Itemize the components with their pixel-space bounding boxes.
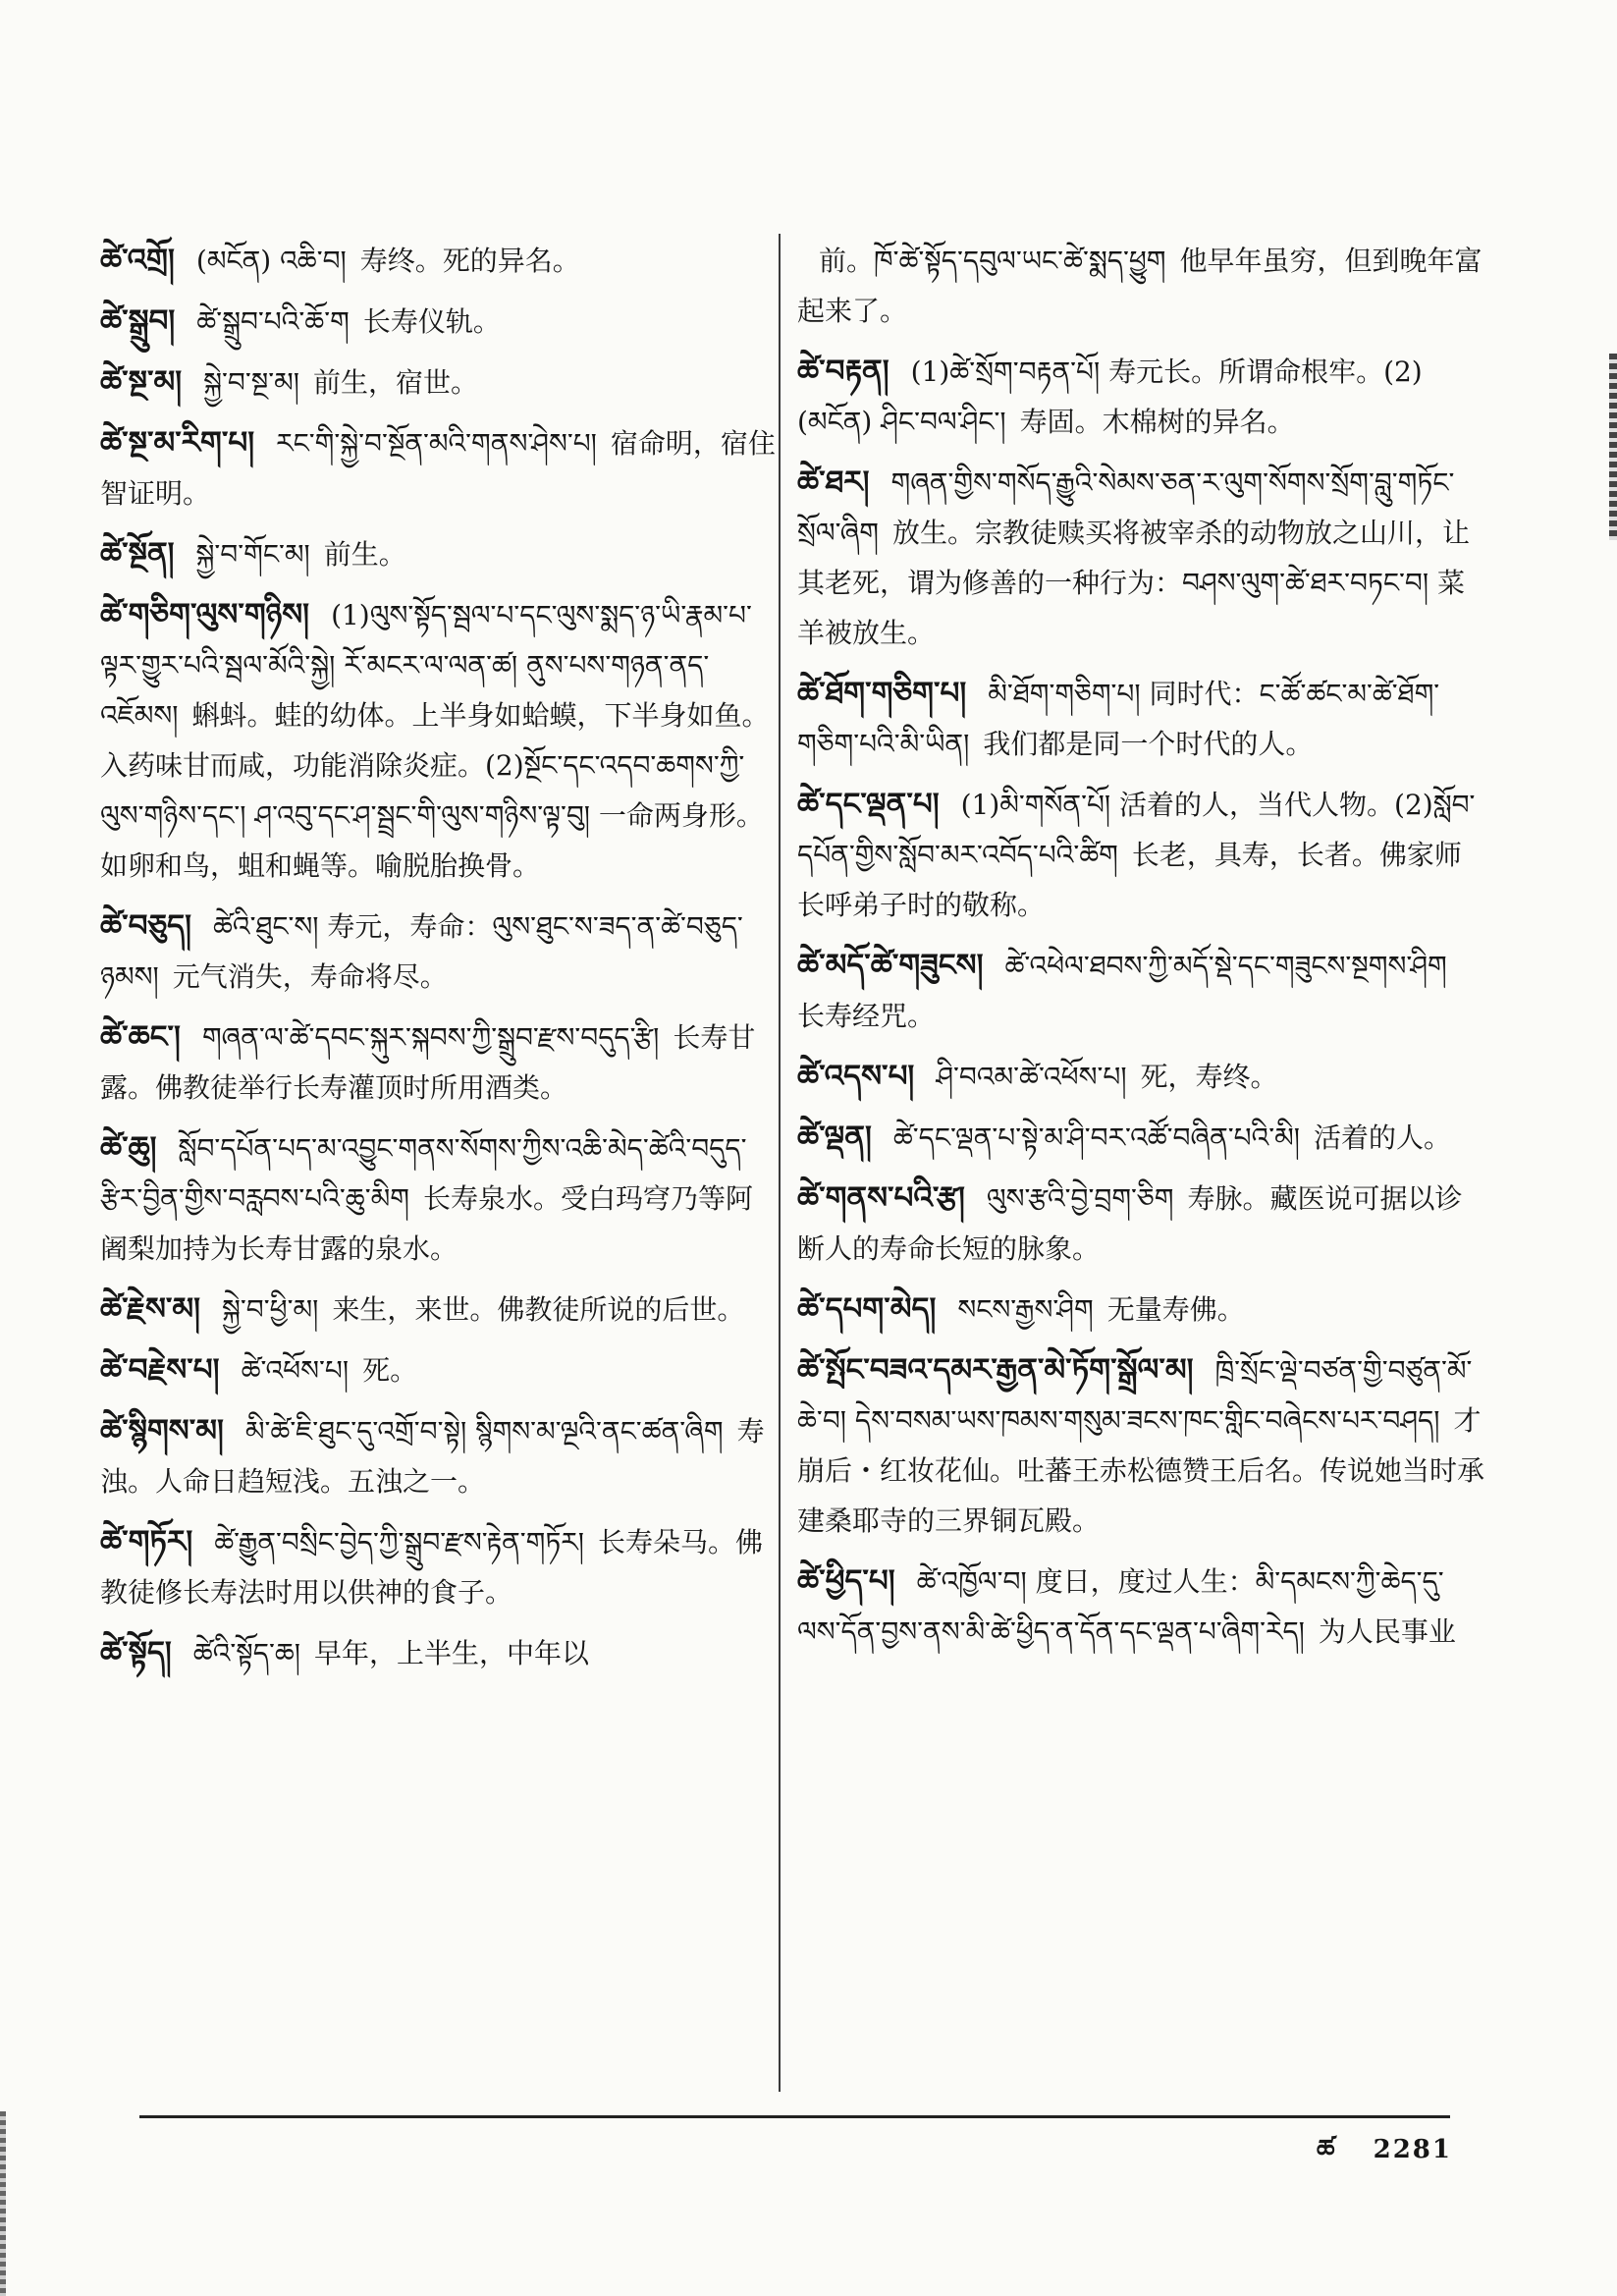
headword: ཚེ་ཐར། — [797, 465, 870, 500]
dictionary-entry — [100, 418, 778, 519]
headword: ཚེ་ལྡན། — [797, 1120, 872, 1155]
headword: ཚེ་གཏོར། — [100, 1524, 193, 1559]
chinese-definition: 寿浊。人命日趋短浅。五浊之一。 — [100, 1415, 765, 1498]
chinese-definition: 无量寿佛。 — [1106, 1293, 1245, 1326]
headword: ཚེ་མདོ་ཚེ་གཟུངས། — [797, 948, 984, 983]
tibetan-gloss: སྐྱེ་བ་གོང་མ། — [195, 538, 310, 571]
dictionary-entry — [797, 1285, 1484, 1335]
tibetan-gloss: སྐྱེ་བ་ཕྱི་མ། — [222, 1293, 319, 1326]
headword: ཚེ་གནས་པའི་རྩ། — [797, 1180, 965, 1216]
chinese-definition: 我们都是同一个时代的人。 — [983, 728, 1314, 760]
tibetan-gloss: (1)མི་གསོན་པོ། 活着的人，当代人物。(2)སློབ་དཔོན་གྱིས་སློབ་མར་འབོད་པའི་ཚིག — [797, 789, 1476, 871]
chinese-definition: 前生。 — [323, 538, 406, 571]
left-column — [100, 236, 778, 1689]
tibetan-gloss: སྐྱེ་བ་སྔ་མ། — [203, 366, 299, 399]
dictionary-entry — [100, 590, 778, 891]
dictionary-entry — [797, 1113, 1484, 1163]
right-column — [797, 236, 1484, 1667]
headword: ཚེ་དང་ལྡན་པ། — [797, 787, 940, 822]
tibetan-gloss: གཞན་གྱིས་གསོད་རྒྱུའི་སེམས་ཅན་ར་ལུག་སོགས་སྲོག་བླུ་གཏོང་སྲོལ་ཞིག — [797, 466, 1455, 549]
chinese-definition: 蝌蚪。蛙的幼体。上半身如蛤蟆，下半身如鱼。入药味甘而咸，功能消除炎症。(2)སྔོང་དང་འདབ་ཆགས་ཀྱི་ལུས་གཉིས་དང་། ཤ་འབུ་དང་ཤ་སྦྲང་གི་ལུས་གཉིས་ལྟ་བུ། 一命两身形。如卵和鸟，蛆和蝇等。喻脱胎换骨。 — [100, 699, 770, 882]
chinese-definition: 长寿泉水。受白玛穹乃等阿阇梨加持为长寿甘露的泉水。 — [100, 1182, 753, 1265]
dictionary-entry — [100, 297, 778, 347]
chinese-definition: 长寿经咒。 — [797, 1000, 936, 1032]
tibetan-gloss: ཚེའི་ཐུང་ས། 寿元，寿命：ལུས་ཐུང་ས་ཟད་ན་ཚེ་བཅུད་ཉམས། — [100, 910, 743, 993]
tibetan-gloss: གཞན་ལ་ཚེ་དབང་སྐུར་སྐབས་ཀྱི་སྒྲུབ་རྫས་བདུད་རྩི། — [201, 1021, 660, 1054]
chinese-definition: 早年，上半生，中年以 — [314, 1637, 590, 1669]
chinese-definition: 寿固。木棉树的异名。 — [1019, 406, 1295, 438]
chinese-definition: 他早年虽穷，但到晚年富起来了。 — [797, 245, 1482, 327]
headword: ཚེ་སྙིགས་མ། — [100, 1413, 224, 1449]
bottom-rule — [139, 2115, 1450, 2118]
tibetan-gloss: ཚེ་འཕེལ་ཐབས་ཀྱི་མདོ་སྡེ་དང་གཟུངས་སྔགས་ཤིག — [1004, 950, 1447, 982]
scan-edge-mark — [1609, 354, 1617, 540]
dictionary-entry — [797, 1174, 1484, 1274]
chinese-definition: 长寿仪轨。 — [362, 305, 501, 338]
tibetan-gloss: སངས་རྒྱས་ཤིག — [957, 1293, 1094, 1326]
headword: ཚེ་ཐོག་གཅིག་པ། — [797, 676, 967, 711]
dictionary-entry — [100, 1406, 778, 1506]
tibetan-gloss: ཚེ་རྒྱུན་བསྲིང་བྱེད་ཀྱི་སྒྲུབ་རྫས་རྟེན་གཏོར། — [214, 1526, 584, 1558]
headword: ཚེ་ཆུ། — [100, 1130, 157, 1166]
chinese-definition: 活着的人。 — [1313, 1121, 1451, 1154]
dictionary-entry — [797, 458, 1484, 658]
dictionary-entry — [100, 1012, 778, 1113]
tibetan-gloss: ཚེ་འཁྱོལ་བ། 度日，度过人生：མི་དམངས་ཀྱི་ཆེད་དུ་ལས་དོན་བྱས་ནས་མི་ཚེ་ཕྱིད་ན་དོན་དང་ལྡན་པ་ཞིག་རེད། — [797, 1565, 1444, 1648]
chinese-definition: 放生。宗教徒赎买将被宰杀的动物放之山川，让其老死，谓为修善的一种行为：བཤས་ལུག་ཚེ་ཐར་བཏང་བ། 菜羊被放生。 — [797, 517, 1471, 649]
dictionary-entry — [797, 1052, 1484, 1102]
dictionary-entry — [100, 236, 778, 286]
headword: ཚེ་རྗེས་མ། — [100, 1291, 201, 1327]
dictionary-entry — [100, 1517, 778, 1617]
headword: ཚེ་ཕྱིད་པ། — [797, 1563, 895, 1599]
headword: ཚེ་བརྗེས་པ། — [100, 1352, 220, 1388]
dictionary-entry — [100, 1628, 778, 1678]
chinese-definition: 长寿朵马。佛教徒修长寿法时用以供神的食子。 — [100, 1526, 763, 1609]
tibetan-gloss: མི་ཚེ་ཇི་ཐུང་དུ་འགྲོ་བ་སྟེ། སྙིགས་མ་ལྔའི་ནང་ཚན་ཞིག — [244, 1415, 724, 1448]
headword: ཚེ་བརྟན། — [797, 354, 889, 389]
headword: ཚེ་དཔག་མེད། — [797, 1291, 937, 1327]
dictionary-entry — [797, 236, 1484, 336]
chinese-definition: 长老，具寿，长者。佛家师长呼弟子时的敬称。 — [797, 839, 1462, 921]
dictionary-entry — [797, 347, 1484, 447]
dictionary-entry — [797, 669, 1484, 769]
tibetan-gloss: (མངོན) འཆི་བ། — [195, 245, 347, 277]
tibetan-gloss: 前。ཁོ་ཚེ་སྟོད་དབུལ་ཡང་ཚེ་སྨད་ཕྱུག — [819, 245, 1166, 277]
headword: ཚེ་འདས་པ། — [797, 1059, 915, 1094]
dictionary-entry — [797, 780, 1484, 930]
section-letter: ཚ — [1317, 2135, 1337, 2164]
chinese-definition: 才崩后・红妆花仙。吐蕃王赤松德赞王后名。传说她当时承建桑耶寺的三界铜瓦殿。 — [797, 1404, 1485, 1537]
tibetan-gloss: ལུས་རྩའི་བྱེ་བྲག་ཅིག — [986, 1182, 1174, 1215]
tibetan-gloss: ཚེ་སྒྲུབ་པའི་ཆོ་ག — [196, 305, 350, 338]
headword: ཚེ་གཅིག་ལུས་གཉིས། — [100, 597, 310, 632]
scan-edge-mark-bottom — [0, 2111, 6, 2296]
tibetan-gloss: (1)ལུས་སྟོད་སྦལ་པ་དང་ལུས་སྨད་ཉ་ཡི་རྣམ་པ་ལྟར་གྱུར་པའི་སྦལ་མོའི་སྐྱེ། རོ་མངར་ལ་ལན་ཚ། ནུས་པས་གཉན་ནད་འཇོམས། — [100, 599, 752, 732]
chinese-definition: 寿脉。藏医说可据以诊断人的寿命长短的脉象。 — [797, 1182, 1463, 1265]
headword: ཚེ་སྒྲུབ། — [100, 303, 176, 339]
headword: ཚེ་བཅུད། — [100, 908, 191, 944]
dictionary-entry — [100, 1345, 778, 1395]
headword: ཚེ་སྔ་མ་རིག་པ། — [100, 425, 255, 461]
chinese-definition: 长寿甘露。佛教徒举行长寿灌顶时所用酒类。 — [100, 1021, 756, 1104]
tibetan-gloss: སློབ་དཔོན་པད་མ་འབྱུང་གནས་སོགས་ཀྱིས་འཆི་མེད་ཚེའི་བདུད་རྩིར་བྱིན་གྱིས་བརླབས་པའི་ཆུ་མིག — [100, 1132, 747, 1215]
dictionary-entry — [100, 1123, 778, 1274]
page-number: 2281 — [1373, 2135, 1452, 2164]
chinese-definition: 为人民事业 — [1318, 1615, 1456, 1648]
tibetan-gloss: (1)ཚེ་སྲོག་བརྟན་པོ། 寿元长。所谓命根牢。(2)(མངོན) ཤིང་བལ་ཤིང་། — [797, 355, 1423, 438]
chinese-definition: 死。 — [362, 1354, 418, 1387]
chinese-definition: 元气消失，寿命将尽。 — [172, 960, 448, 993]
chinese-definition: 来生，来世。佛教徒所说的后世。 — [332, 1293, 745, 1326]
chinese-definition: 前生，宿世。 — [313, 366, 479, 399]
tibetan-gloss: ཚེའི་སྟོད་ཆ། — [192, 1637, 300, 1669]
headword: ཚེ་སྔོན། — [100, 536, 175, 572]
column-divider — [779, 234, 781, 2092]
tibetan-gloss: ཤི་བའམ་ཚེ་འཕོས་པ། — [936, 1061, 1127, 1093]
headword: ཚེ་སྔ་མ། — [100, 364, 183, 400]
headword: ཚེ་འགྲོ། — [100, 243, 175, 278]
headword: ཚེ་སྟོད། — [100, 1635, 172, 1670]
tibetan-gloss: ཁྲི་སྲོང་ལྡེ་བཙན་གྱི་བཙུན་མོ་ཆེ་བ། དེས་བསམ་ཡས་ཁམས་གསུམ་ཟངས་ཁང་གླིང་བཞེངས་པར་བཤད། — [797, 1354, 1473, 1437]
chinese-definition: 死，寿终。 — [1140, 1061, 1278, 1093]
page-footer — [1291, 2121, 1452, 2193]
tibetan-gloss: རང་གི་སྐྱེ་བ་སྔོན་མའི་གནས་ཤེས་པ། — [276, 427, 597, 460]
tibetan-gloss: ཚེ་འཕོས་པ། — [241, 1354, 350, 1387]
tibetan-gloss: མི་ཐོག་གཅིག་པ། 同时代：ང་ཚོ་ཚང་མ་ཚེ་ཐོག་གཅིག་པའི་མི་ཡིན། — [797, 678, 1440, 760]
chinese-definition: 宿命明，宿住智证明。 — [100, 427, 776, 510]
headword: ཚེ་ཆང་། — [100, 1019, 181, 1055]
dictionary-entry — [100, 357, 778, 408]
dictionary-entry — [100, 902, 778, 1002]
dictionary-entry — [797, 941, 1484, 1041]
dictionary-entry — [797, 1345, 1484, 1546]
headword: ཚེ་སྤོང་བཟའ་དམར་རྒྱན་མེ་ཏོག་སྒྲོལ་མ། — [797, 1352, 1194, 1388]
dictionary-entry — [100, 529, 778, 579]
tibetan-gloss: ཚེ་དང་ལྡན་པ་སྟེ་མ་ཤི་བར་འཚོ་བཞིན་པའི་མི། — [892, 1121, 1300, 1154]
dictionary-entry — [100, 1285, 778, 1335]
chinese-definition: 寿终。死的异名。 — [359, 245, 580, 277]
dictionary-entry — [797, 1557, 1484, 1657]
